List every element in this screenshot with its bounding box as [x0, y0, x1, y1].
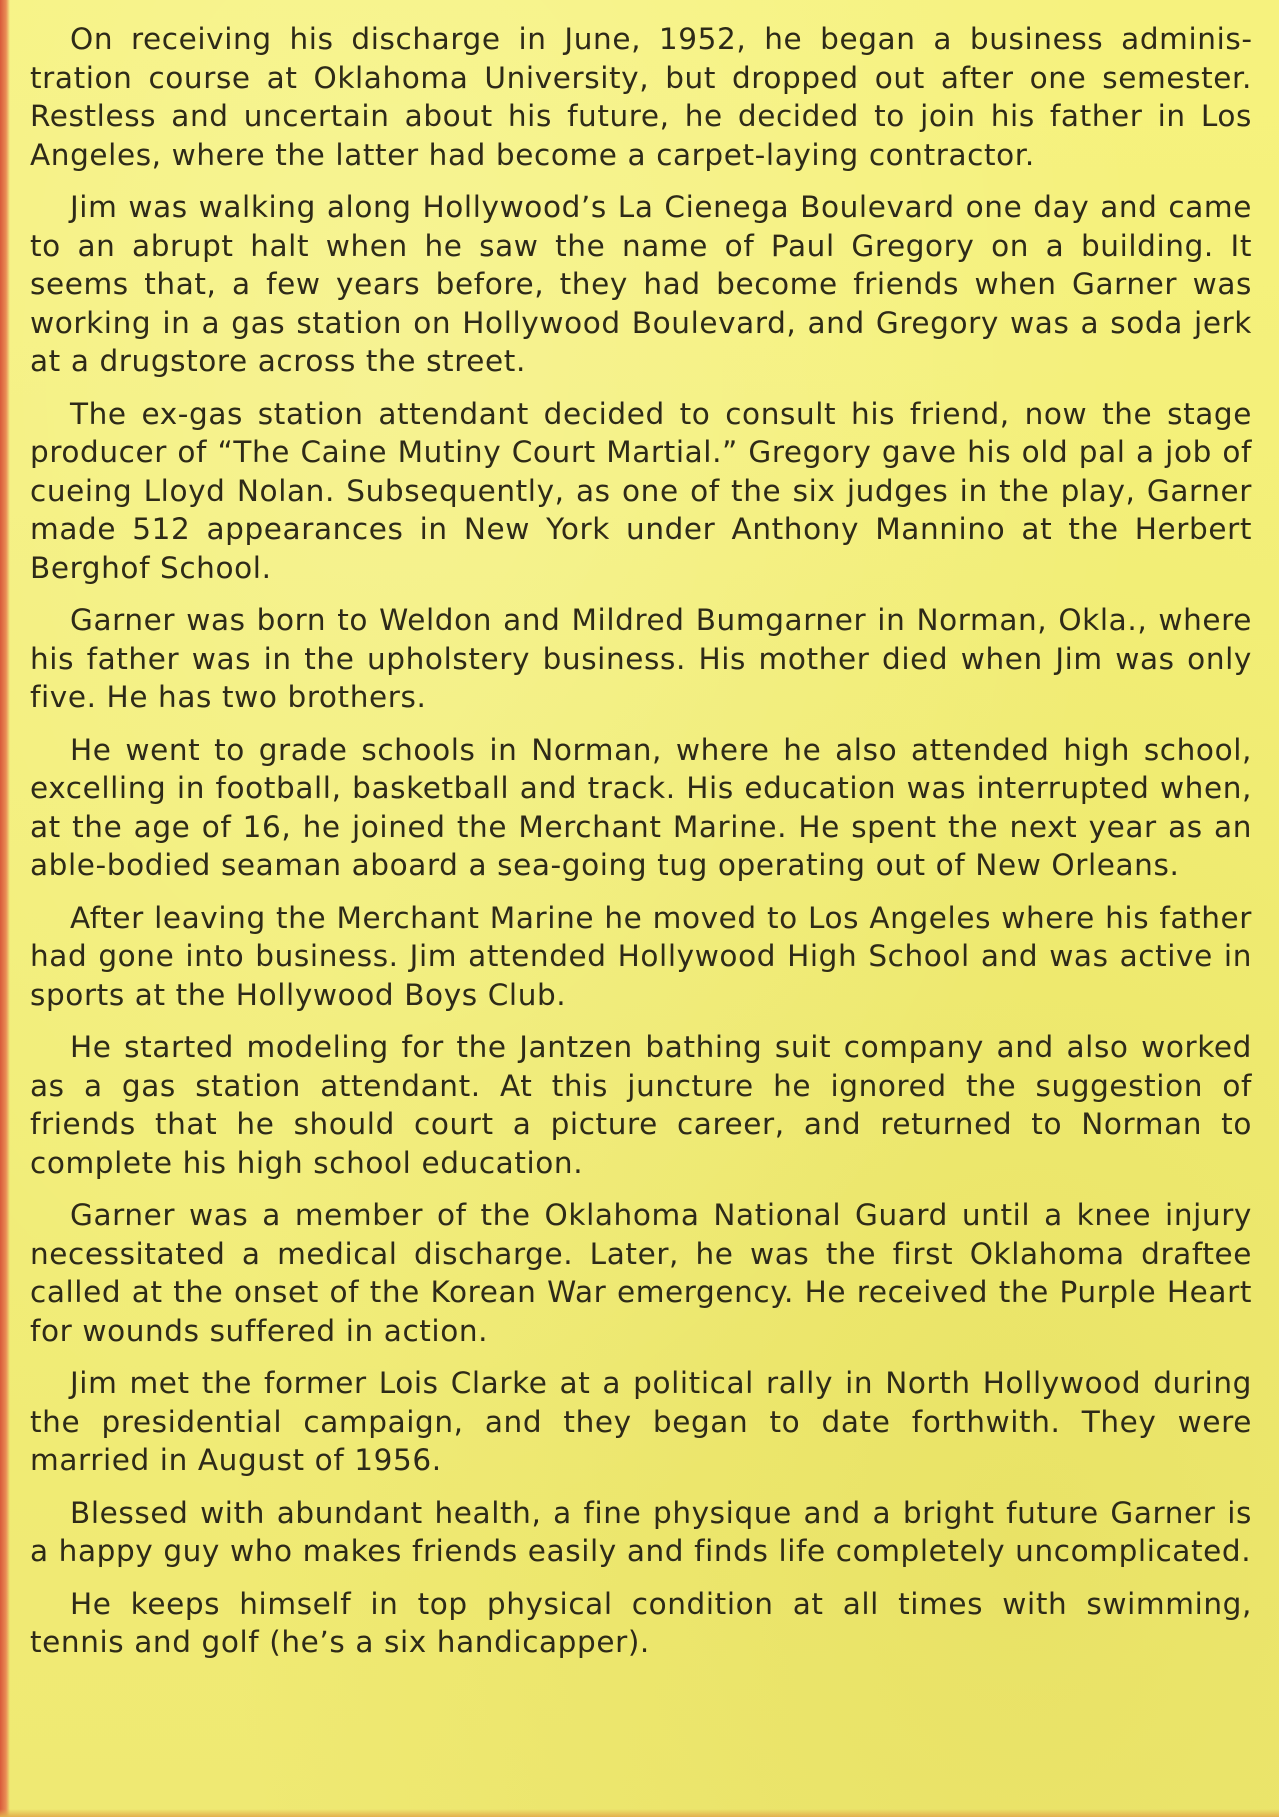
paragraph-6: After leaving the Merchant Marine he moved to Los Angeles where his father had gone into business. Jim attended Hollywood High School and was active in sports at the Hollywood Boys Club.: [30, 900, 1252, 1012]
paragraph-4: Garner was born to Weldon and Mildred Bumgarner in Norman, Okla., where his father was in the upholstery business. His mother died when Jim was only five. He has two brothers.: [30, 603, 1252, 714]
paragraph-7: He started modeling for the Jantzen bathing suit company and also worked as a gas station attendant. At this juncture he ignored the suggestion of friends that he should court a picture career, and returned to Norman to complete his high school education.: [30, 1030, 1252, 1180]
paragraph-1: On receiving his discharge in June, 1952, he began a business administration course at Oklahoma University, but dropped out after one semester. Restless and uncertain about his future, he decided to join his father in Los Angeles, where the latter had become a carpet-laying contractor.: [30, 22, 1252, 172]
paragraph-9: Jim met the former Lois Clarke at a political rally in North Hollywood during the presidential campaign, and they began to date forthwith. They were married in August of 1956.: [30, 1366, 1252, 1477]
paper-edge: [0, 0, 10, 1817]
paragraph-11: He keeps himself in top physical condition at all times with swimming, tennis and golf (he’s a six handicapper).: [30, 1586, 1252, 1659]
paper-bottom-edge: [0, 1809, 1279, 1817]
paragraph-2: Jim was walking along Hollywood’s La Cienega Boulevard one day and came to an abrupt halt when he saw the name of Paul Gregory on a building. It seems that, a few years before, they had become friends when Garner was working in a gas station on Hollywood Boulevard, and Gregory was a soda jerk at a drugstore across the street.: [30, 190, 1252, 378]
paragraph-10: Blessed with abundant health, a fine physique and a bright future Garner is a happy guy who makes friends easily and finds life completely uncomplicated.: [30, 1495, 1252, 1568]
paragraph-5: He went to grade schools in Norman, where he also attended high school, excelling in football, basketball and track. His education was interrupted when, at the age of 16, he joined the Merchant Marine. He spent the next year as an able-bodied seaman aboard a sea-going tug operating out of New Orleans.: [30, 732, 1252, 882]
article-body: [30, 20, 1252, 1676]
paragraph-3: The ex-gas station attendant decided to consult his friend, now the stage producer of “The Caine Mutiny Court Martial.” Gregory gave his old pal a job of cueing Lloyd Nolan. Subsequently, as one of the six judges in the play, Garner made 512 appearances in New York under Anthony Mannino at the Herbert Berghof School.: [30, 396, 1252, 585]
paragraph-8: Garner was a member of the Oklahoma National Guard until a knee injury necessitated a medical discharge. Later, he was the first Oklahoma draftee called at the onset of the Korean War emergency. He received the Purple Heart for wounds suffered in action.: [30, 1198, 1252, 1348]
